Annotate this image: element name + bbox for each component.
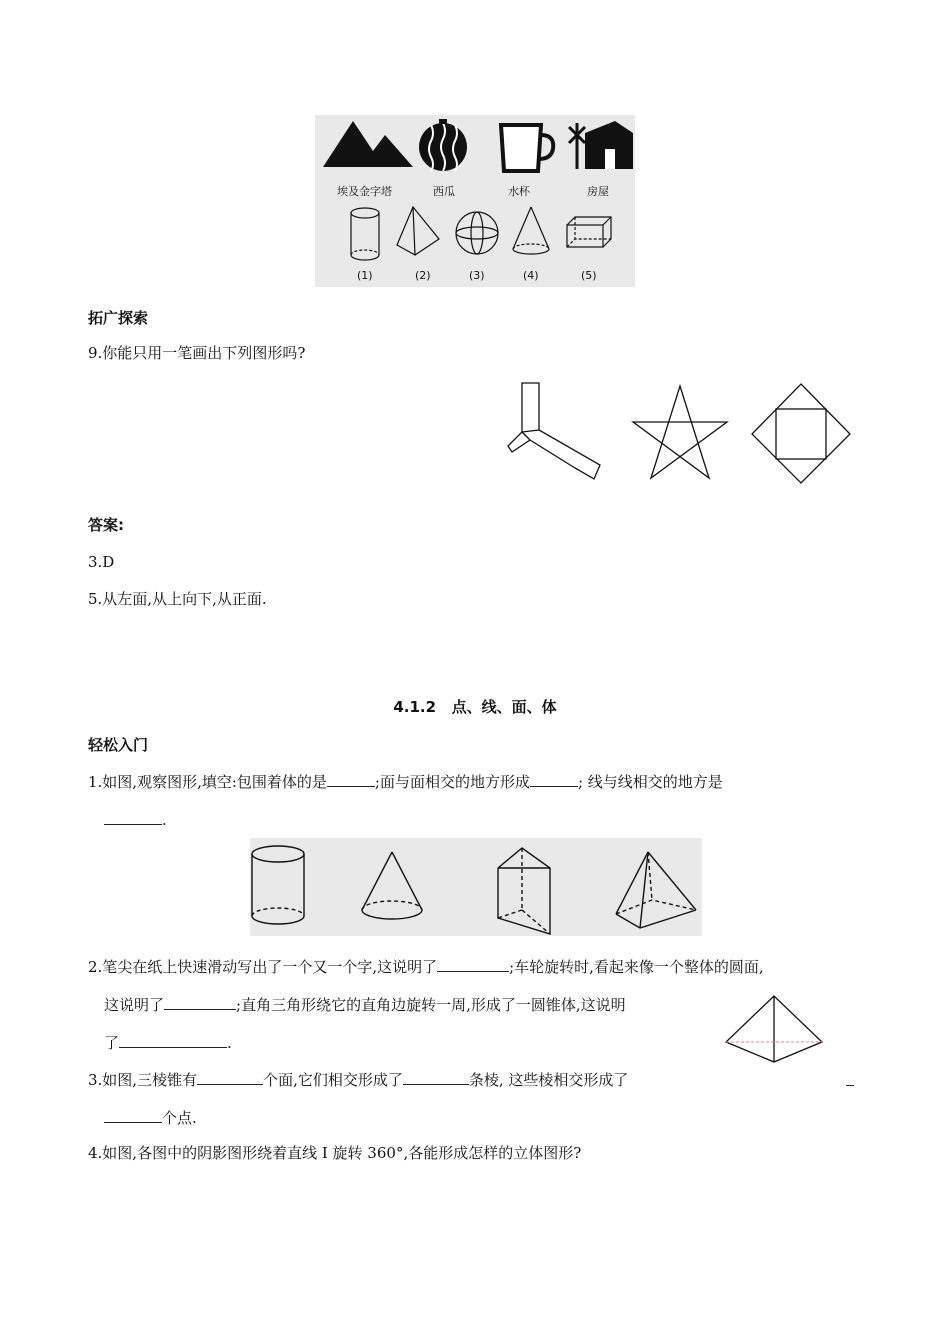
object-label: 房屋 xyxy=(587,185,609,198)
question-text: . xyxy=(227,1034,232,1052)
question-3-line-2 xyxy=(104,1108,197,1128)
question-text: 这说明了 xyxy=(104,996,165,1014)
cuboid-solid xyxy=(567,217,611,247)
question-2-line-2 xyxy=(104,995,626,1015)
answer-blank[interactable] xyxy=(530,772,578,787)
question-4: 4.如图,各图中的阴影图形绕着直线 I 旋转 360°,各能形成怎样的立体图形? xyxy=(88,1144,582,1162)
answer-blank[interactable] xyxy=(197,1070,263,1085)
cone-solid xyxy=(513,207,549,254)
answer-blank[interactable] xyxy=(104,810,162,825)
watermelon-icon xyxy=(419,119,467,171)
question-text: ;直角三角形绕它的直角边旋转一周,形成了一圆锥体,这说明 xyxy=(236,996,626,1014)
cup-icon xyxy=(501,125,553,171)
answer-blank[interactable] xyxy=(403,1070,469,1085)
question-text: ; 线与线相交的地方是 xyxy=(577,773,723,791)
objects-solids-figure xyxy=(315,115,635,287)
answers-heading: 答案: xyxy=(88,516,124,534)
square-diamond-figure xyxy=(752,384,850,483)
question-text: 2.笔尖在纸上快速滑动写出了一个又一个字,这说明了 xyxy=(88,958,438,976)
solid-label: (1) xyxy=(357,269,373,282)
cylinder-solid xyxy=(351,208,379,260)
solid-label: (5) xyxy=(581,269,597,282)
question-text: 1.如图,观察图形,填空:包围着体的是 xyxy=(88,773,327,791)
question-text: 了 xyxy=(104,1034,120,1052)
object-label: 西瓜 xyxy=(433,185,455,198)
answer-3: 3.D xyxy=(88,553,115,571)
one-stroke-figures xyxy=(500,380,860,490)
answer-blank[interactable] xyxy=(437,957,509,972)
sphere-solid xyxy=(456,212,498,254)
object-label: 水杯 xyxy=(508,185,530,198)
question-text: ;面与面相交的地方形成 xyxy=(374,773,530,791)
star-figure xyxy=(633,386,727,478)
question-text: ;车轮旋转时,看起来像一个整体的圆面, xyxy=(509,958,764,976)
three-arm-figure xyxy=(508,383,600,479)
solid-label: (3) xyxy=(469,269,485,282)
section-title: 4.1.2 点、线、面、体 xyxy=(393,698,557,716)
pyramid-solid xyxy=(397,207,439,255)
triangular-pyramid-figure xyxy=(722,992,826,1066)
answer-blank[interactable] xyxy=(119,1033,227,1048)
section-heading-easy: 轻松入门 xyxy=(88,736,149,754)
answer-blank[interactable] xyxy=(327,772,375,787)
house-icon xyxy=(569,121,633,169)
triangular-prism-solid xyxy=(498,848,550,934)
pyramids-icon xyxy=(323,121,413,167)
cone-solid xyxy=(362,852,422,919)
question-text: 3.如图,三棱锥有 xyxy=(88,1071,198,1089)
question-1-line-2 xyxy=(104,810,167,830)
pyramid-solid xyxy=(616,852,696,928)
answer-5: 5.从左面,从上向下,从正面. xyxy=(88,590,267,608)
question-text: 个点. xyxy=(162,1109,197,1127)
answer-blank[interactable] xyxy=(104,1108,162,1123)
answer-blank[interactable] xyxy=(164,995,236,1010)
question-text: 条棱, 这些棱相交形成了 xyxy=(468,1071,629,1089)
solid-label: (4) xyxy=(523,269,539,282)
object-label: 埃及金字塔 xyxy=(337,185,392,198)
question-text: 个面,它们相交形成了 xyxy=(263,1071,403,1089)
section-heading-explore: 拓广探索 xyxy=(88,309,149,327)
four-solids-figure xyxy=(250,838,702,936)
question-3-line-1 xyxy=(88,1070,628,1090)
question-2-line-3 xyxy=(104,1033,232,1053)
question-text: . xyxy=(162,811,167,829)
question-1-line-1 xyxy=(88,772,723,792)
solid-label: (2) xyxy=(415,269,431,282)
question-2-line-1 xyxy=(88,957,764,977)
cylinder-solid xyxy=(252,846,304,924)
question-9: 9.你能只用一笔画出下列图形吗? xyxy=(88,344,306,362)
stray-mark xyxy=(846,1085,854,1086)
